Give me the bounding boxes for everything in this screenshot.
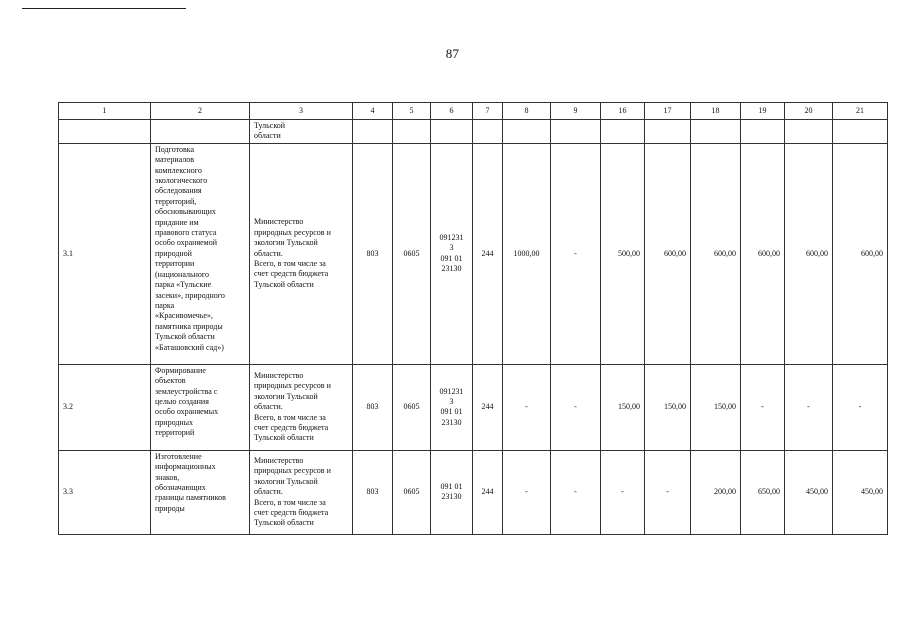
executor: Министерство природных ресурсов и экологии Тульской области. Всего, в том числе за счет средств бюджета Тульской области [254, 217, 331, 289]
code-type: 244 [473, 450, 503, 534]
value-col19: 600,00 [741, 143, 785, 364]
code-section: 0605 [393, 143, 431, 364]
code-type: 244 [473, 143, 503, 364]
value-col20: 450,00 [785, 450, 833, 534]
value-col17: - [645, 450, 691, 534]
header-cell: 5 [393, 103, 431, 120]
code-target: 091231 3 091 01 23130 [439, 233, 464, 274]
header-cell: 3 [250, 103, 353, 120]
executor: Министерство природных ресурсов и экологии Тульской области. Всего, в том числе за счет средств бюджета Тульской области [254, 455, 331, 528]
code-section: 0605 [393, 450, 431, 534]
header-cell: 20 [785, 103, 833, 120]
code-grbs: 803 [353, 364, 393, 450]
value-col8: - [503, 450, 551, 534]
header-rule [22, 8, 186, 9]
program-table [58, 102, 888, 535]
value-col16: - [601, 450, 645, 534]
table-row [59, 364, 888, 450]
header-cell: 2 [151, 103, 250, 120]
value-col8: - [503, 364, 551, 450]
value-col9: - [551, 143, 601, 364]
header-cell: 7 [473, 103, 503, 120]
header-cell: 21 [833, 103, 888, 120]
code-target: 091231 3 091 01 23130 [439, 386, 464, 427]
activity-name: Подготовка материалов комплексного экологического обследования территорий, обосновывающих придание им правового статуса особо охраняемой природной территории (национального парка «Тульские засеки», природного парка «Красивомечье», памятника природы Тульской области «Баташовский сад») [155, 144, 225, 352]
header-cell: 17 [645, 103, 691, 120]
activity-name: Формирование объектов землеустройства с целью создания особо охраняемых природных территорий [155, 365, 219, 438]
code-target: 091 01 23130 [440, 481, 463, 502]
header-cell: 19 [741, 103, 785, 120]
code-type: 244 [473, 364, 503, 450]
value-col21: - [833, 364, 888, 450]
row-number: 3.1 [59, 143, 151, 364]
header-cell: 6 [431, 103, 473, 120]
continuation-executor: Тульской области [254, 121, 286, 141]
executor: Министерство природных ресурсов и экологии Тульской области. Всего, в том числе за счет средств бюджета Тульской области [254, 370, 331, 443]
value-col21: 600,00 [833, 143, 888, 364]
header-cell: 4 [353, 103, 393, 120]
value-col21: 450,00 [833, 450, 888, 534]
value-col16: 500,00 [601, 143, 645, 364]
code-section: 0605 [393, 364, 431, 450]
code-grbs: 803 [353, 450, 393, 534]
value-col18: 200,00 [691, 450, 741, 534]
value-col20: - [785, 364, 833, 450]
header-cell: 1 [59, 103, 151, 120]
activity-name: Изготовление информационных знаков, обозначающих границы памятников природы [155, 451, 226, 513]
value-col17: 600,00 [645, 143, 691, 364]
value-col19: - [741, 364, 785, 450]
value-col20: 600,00 [785, 143, 833, 364]
row-number: 3.2 [59, 364, 151, 450]
table-row [59, 450, 888, 534]
header-cell: 9 [551, 103, 601, 120]
table-row [59, 143, 888, 364]
header-cell: 16 [601, 103, 645, 120]
value-col9: - [551, 450, 601, 534]
value-col16: 150,00 [601, 364, 645, 450]
value-col19: 650,00 [741, 450, 785, 534]
table-header-row [59, 103, 888, 120]
continuation-row [59, 120, 888, 144]
value-col17: 150,00 [645, 364, 691, 450]
value-col18: 150,00 [691, 364, 741, 450]
value-col18: 600,00 [691, 143, 741, 364]
header-cell: 8 [503, 103, 551, 120]
value-col9: - [551, 364, 601, 450]
header-cell: 18 [691, 103, 741, 120]
row-number: 3.3 [59, 450, 151, 534]
value-col8: 1000,00 [503, 143, 551, 364]
code-grbs: 803 [353, 143, 393, 364]
page-number: 87 [445, 46, 460, 61]
